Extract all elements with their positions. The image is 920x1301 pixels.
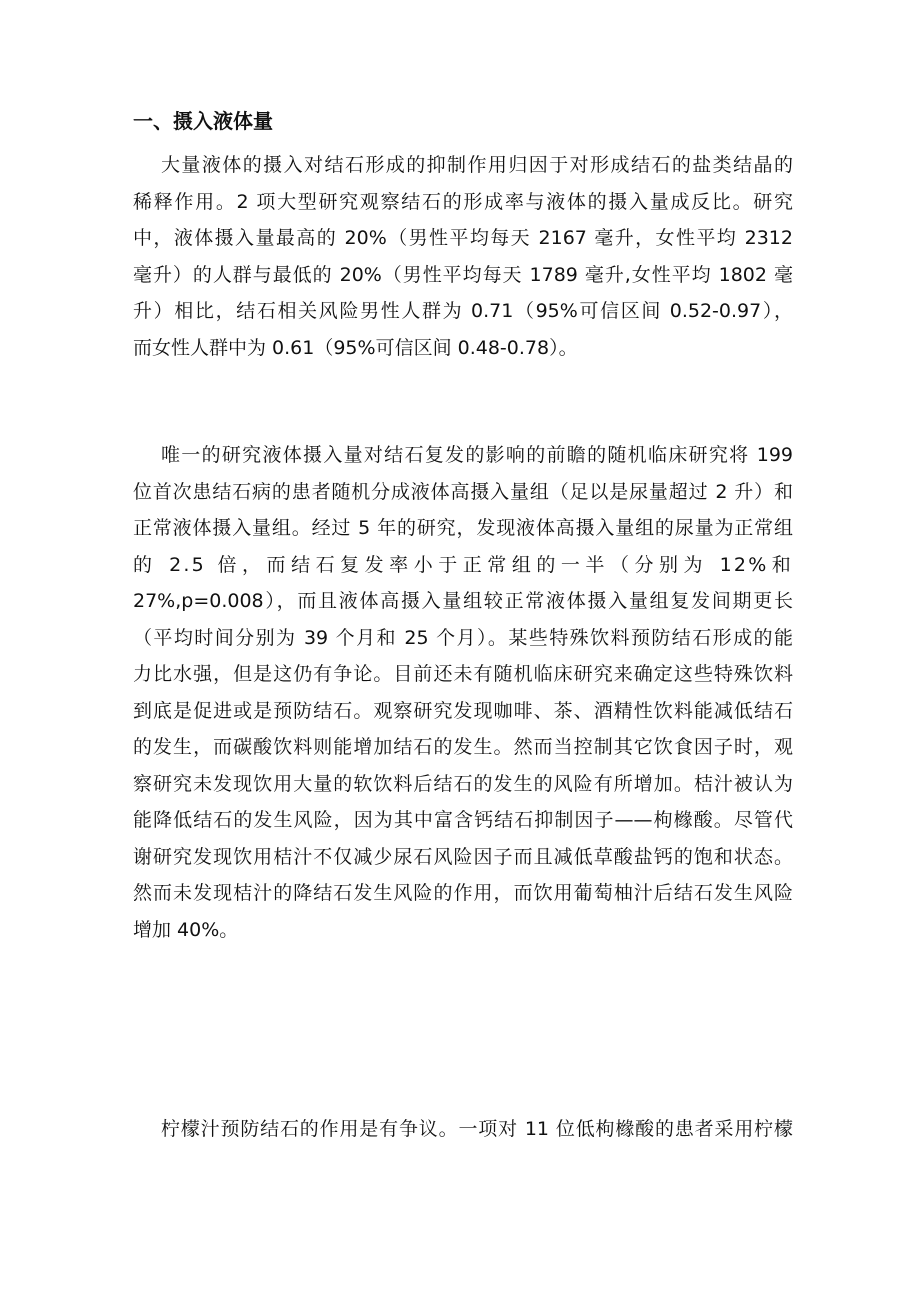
paragraph-line: 大量液体的摄入对结石形成的抑制作用归因于对形成结石的盐类结晶的	[161, 154, 793, 176]
paragraph-line: 稀释作用。2 项大型研究观察结石的形成率与液体的摄入量成反比。研究	[133, 190, 793, 213]
paragraph-3	[133, 1111, 793, 1148]
paragraph-line: 正常液体摄入量组。经过 5 年的研究，发现液体高摄入量组的尿量为正常组	[133, 517, 793, 539]
paragraph-line: 27%,p=0.008），而且液体高摄入量组较正常液体摄入量组复发间期更长	[133, 590, 793, 612]
paragraph-line: 能降低结石的发生风险，因为其中富含钙结石抑制因子——枸橼酸。尽管代	[133, 809, 793, 831]
paragraph-2	[133, 437, 793, 948]
paragraph-line: 力比水强，但是这仍有争论。目前还未有随机临床研究来确定这些特殊饮料	[133, 663, 793, 685]
paragraph-line: （平均时间分别为 39 个月和 25 个月）。某些特殊饮料预防结石形成的能	[133, 626, 793, 649]
paragraph-1	[133, 147, 793, 366]
paragraph-line: 柠檬汁预防结石的作用是有争议。一项对 11 位低枸橼酸的患者采用柠檬	[161, 1118, 793, 1140]
paragraph-line: 然而未发现桔汁的降结石发生风险的作用，而饮用葡萄柚汁后结石发生风险	[133, 882, 793, 904]
paragraph-line: 唯一的研究液体摄入量对结石复发的影响的前瞻的随机临床研究将 199	[161, 444, 793, 466]
paragraph-line: 的发生，而碳酸饮料则能增加结石的发生。然而当控制其它饮食因子时，观	[133, 736, 793, 758]
paragraph-line: 毫升）的人群与最低的 20%（男性平均每天 1789 毫升,女性平均 1802 毫	[133, 263, 793, 286]
paragraph-line: 察研究未发现饮用大量的软饮料后结石的发生的风险有所增加。桔汁被认为	[133, 772, 793, 795]
paragraph-line: 位首次患结石病的患者随机分成液体高摄入量组（足以是尿量超过 2 升）和	[133, 480, 793, 503]
paragraph-line: 而女性人群中为 0.61（95%可信区间 0.48-0.78）。	[133, 336, 578, 359]
paragraph-line: 增加 40%。	[133, 918, 239, 941]
paragraph-line: 升）相比，结石相关风险男性人群为 0.71（95%可信区间 0.52-0.97），	[133, 300, 793, 322]
paragraph-line: 的 2.5 倍，而结石复发率小于正常组的一半（分别为 12%和	[133, 553, 793, 576]
paragraph-line: 谢研究发现饮用桔汁不仅减少尿石风险因子而且减低草酸盐钙的饱和状态。	[133, 845, 793, 868]
paragraph-line: 中，液体摄入量最高的 20%（男性平均每天 2167 毫升，女性平均 2312	[133, 227, 793, 249]
paragraph-line: 到底是促进或是预防结石。观察研究发现咖啡、茶、酒精性饮料能减低结石	[133, 699, 793, 722]
section-heading: 一、摄入液体量	[133, 109, 273, 133]
